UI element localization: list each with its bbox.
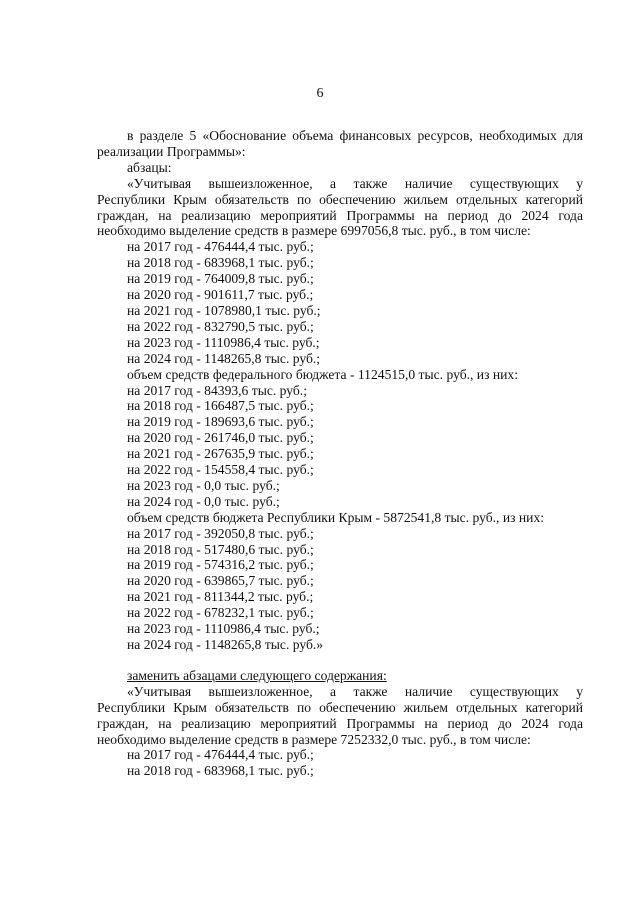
- year-line: на 2019 год - 764009,8 тыс. руб.;: [127, 271, 314, 287]
- year-line: на 2022 год - 678232,1 тыс. руб.;: [127, 605, 314, 621]
- new-years-total: [97, 747, 583, 779]
- intro-line: в разделе 5 «Обоснование объема финансовых ресурсов, необходимых для: [127, 128, 583, 143]
- paragraph-line: необходимо выделение средств в размере 7252332,0 тыс. руб., в том числе:: [97, 731, 531, 747]
- year-line: на 2022 год - 832790,5 тыс. руб.;: [127, 318, 314, 334]
- paragraph-line: Республики Крым обязательств по обеспечению жильем отдельных категорий: [97, 191, 583, 207]
- year-line: на 2017 год - 84393,6 тыс. руб.;: [127, 382, 307, 398]
- old-years-crimea: [97, 526, 583, 653]
- year-line: на 2021 год - 267635,9 тыс. руб.;: [127, 446, 314, 462]
- old-years-federal: [97, 383, 583, 510]
- year-line: на 2020 год - 901611,7 тыс. руб.;: [127, 287, 314, 303]
- paragraph-line: граждан, на реализацию мероприятий Программы на период до 2024 года: [97, 207, 583, 223]
- year-line: на 2024 год - 0,0 тыс. руб.;: [127, 493, 280, 509]
- year-line: на 2023 год - 1110986,4 тыс. руб.;: [127, 621, 320, 637]
- year-line: на 2022 год - 154558,4 тыс. руб.;: [127, 462, 314, 478]
- year-line: на 2020 год - 261746,0 тыс. руб.;: [127, 430, 314, 446]
- year-line: на 2018 год - 517480,6 тыс. руб.;: [127, 541, 314, 557]
- year-line: на 2024 год - 1148265,8 тыс. руб.;: [127, 350, 321, 366]
- intro-line: реализации Программы»:: [97, 143, 246, 159]
- federal-heading: объем средств федерального бюджета - 1124515,0 тыс. руб., из них:: [127, 366, 518, 382]
- year-line: на 2018 год - 683968,1 тыс. руб.;: [127, 763, 314, 779]
- old-years-total: [97, 239, 583, 366]
- year-line: на 2018 год - 683968,1 тыс. руб.;: [127, 255, 314, 271]
- paragraph-line: необходимо выделение средств в размере 6997056,8 тыс. руб., в том числе:: [97, 223, 531, 239]
- year-line: на 2020 год - 639865,7 тыс. руб.;: [127, 573, 314, 589]
- year-line: на 2019 год - 189693,6 тыс. руб.;: [127, 414, 314, 430]
- year-line: на 2017 год - 392050,8 тыс. руб.;: [127, 525, 314, 541]
- year-line: на 2018 год - 166487,5 тыс. руб.;: [127, 398, 314, 414]
- paragraph-line: «Учитывая вышеизложенное, а также наличие существующих у: [127, 175, 583, 191]
- replace-instruction: [97, 668, 583, 684]
- crimea-heading: объем средств бюджета Республики Крым - 5872541,8 тыс. руб., из них:: [127, 509, 545, 525]
- replace-text: заменить абзацами следующего содержания:: [127, 667, 387, 683]
- paragraph-gap: [97, 653, 583, 668]
- document-body: [97, 128, 583, 779]
- year-line: на 2023 год - 1110986,4 тыс. руб.;: [127, 334, 320, 350]
- year-line: на 2023 год - 0,0 тыс. руб.;: [127, 477, 280, 493]
- year-line: на 2021 год - 811344,2 тыс. руб.;: [127, 589, 314, 605]
- paragraph-line: Республики Крым обязательств по обеспечению жильем отдельных категорий: [97, 699, 583, 715]
- year-line: на 2017 год - 476444,4 тыс. руб.;: [127, 239, 314, 255]
- paragraph-line: «Учитывая вышеизложенное, а также наличие существующих у: [127, 683, 583, 699]
- new-paragraph: [97, 684, 583, 748]
- paragraph-line: граждан, на реализацию мероприятий Программы на период до 2024 года: [97, 715, 583, 731]
- year-line: на 2021 год - 1078980,1 тыс. руб.;: [127, 302, 321, 318]
- year-line: на 2017 год - 476444,4 тыс. руб.;: [127, 747, 314, 763]
- abzacy-label: абзацы:: [127, 159, 172, 175]
- year-line: на 2024 год - 1148265,8 тыс. руб.»: [127, 637, 324, 652]
- page-number: 6: [316, 86, 324, 101]
- old-paragraph: [97, 176, 583, 240]
- year-line: на 2019 год - 574316,2 тыс. руб.;: [127, 557, 314, 573]
